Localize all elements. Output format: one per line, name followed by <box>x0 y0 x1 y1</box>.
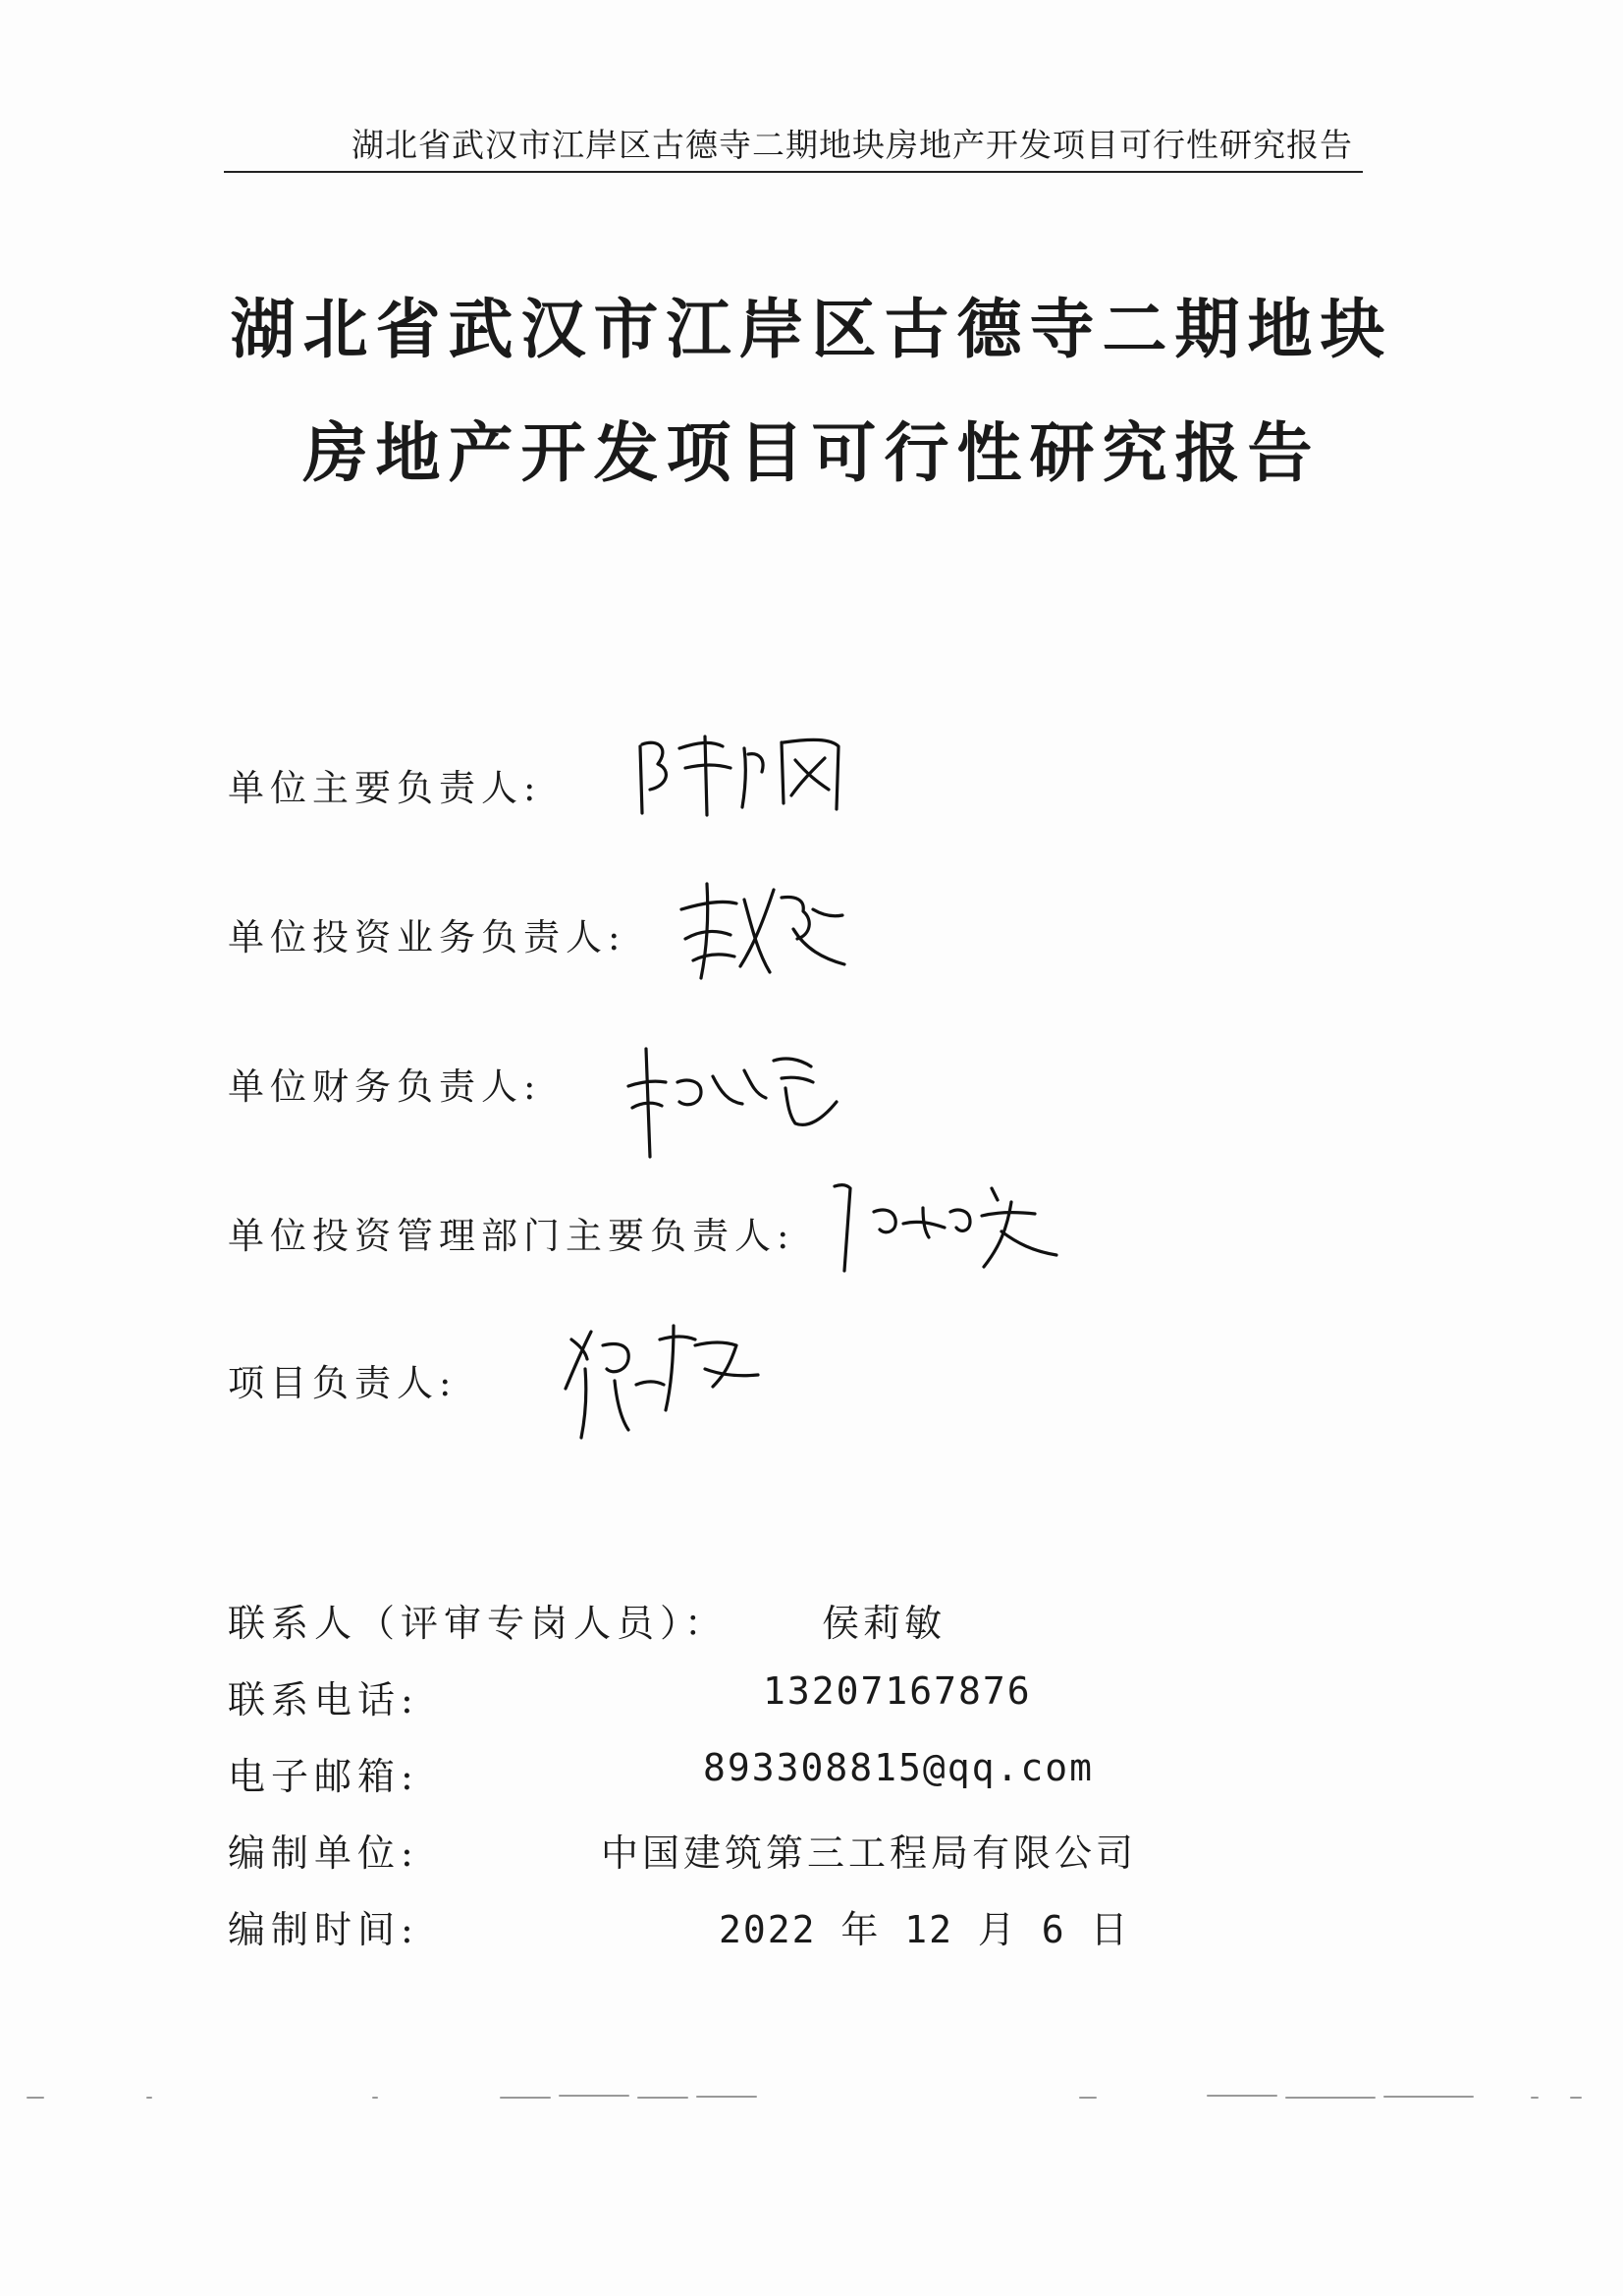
email-row <box>228 1746 1406 1801</box>
date-value: 2022 年 12 月 6 日 <box>719 1908 1130 1951</box>
scan-artifact-line <box>0 2082 1623 2111</box>
phone-row <box>228 1669 1406 1724</box>
organization-label: 编制单位: <box>228 1831 419 1875</box>
signature-2 <box>676 870 852 988</box>
running-header-text: 湖北省武汉市江岸区古德寺二期地块房地产开发项目可行性研究报告 <box>352 126 1353 164</box>
email-label: 电子邮箱: <box>228 1755 419 1798</box>
signatory-label-1: 单位主要负责人: <box>228 767 542 809</box>
phone-value: 13207167876 <box>763 1669 1032 1713</box>
phone-label: 联系电话: <box>228 1678 419 1722</box>
signatory-label-3: 单位财务负责人: <box>228 1066 542 1108</box>
signature-5 <box>558 1316 764 1444</box>
report-title-line1: 湖北省武汉市江岸区古德寺二期地块 <box>230 291 1393 367</box>
contact-person-row <box>228 1593 1406 1648</box>
organization-value: 中国建筑第三工程局有限公司 <box>601 1831 1138 1875</box>
signature-4 <box>825 1173 1070 1281</box>
signature-3 <box>619 1033 854 1161</box>
contact-person-label: 联系人（评审专岗人员）： <box>228 1602 729 1645</box>
running-header <box>224 116 1363 173</box>
date-row <box>228 1899 1406 1954</box>
date-label: 编制时间: <box>228 1908 419 1951</box>
signatory-label-4: 单位投资管理部门主要负责人: <box>228 1215 795 1257</box>
signatory-label-2: 单位投资业务负责人: <box>228 916 626 958</box>
report-title-line2: 房地产开发项目可行性研究报告 <box>302 414 1321 491</box>
email-value: 893308815@qq.com <box>703 1746 1095 1789</box>
contact-person-value: 侯莉敏 <box>822 1602 947 1645</box>
organization-row <box>228 1823 1406 1878</box>
signature-1 <box>628 725 854 823</box>
signatory-label-5: 项目负责人: <box>228 1362 458 1404</box>
